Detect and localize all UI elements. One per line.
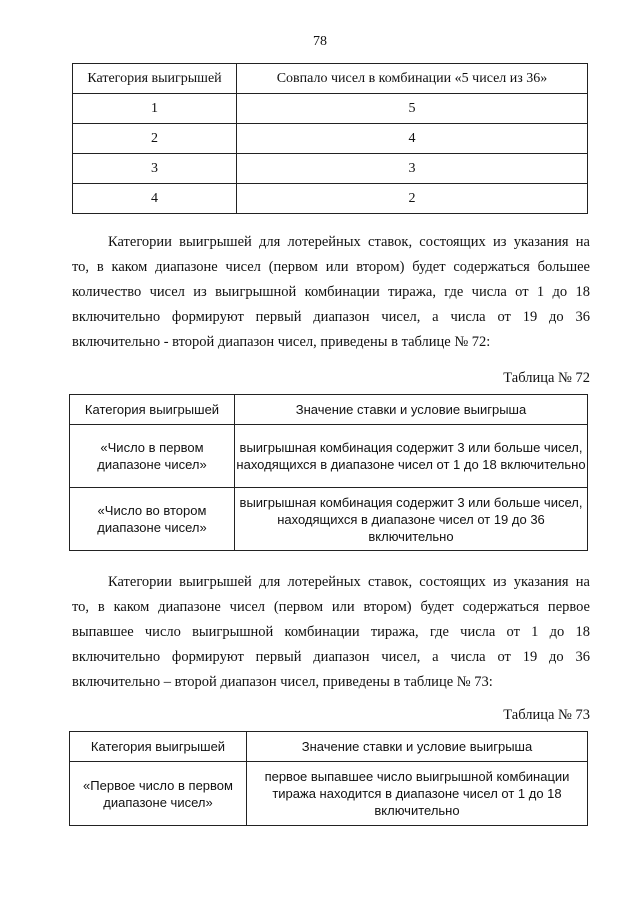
table-73-caption: Таблица № 73 [503,707,590,723]
paragraph-73-intro [72,570,590,695]
paragraph-line: количество чисел из выигрышной комбинации тиража, где числа от 1 до 18 [72,284,590,300]
table-cell: выигрышная комбинация содержит 3 или больше чисел, находящихся в диапазоне чисел от 1 до 18 включительно [235,425,588,488]
page-number: 78 [313,34,327,49]
table-header-cell: Значение ставки и условие выигрыша [247,732,588,762]
table-73 [69,731,588,826]
table-header-cell: Категория выигрышей [70,395,235,425]
paragraph-line: включительно - второй диапазон чисел, приведены в таблице № 72: [72,334,491,350]
table-cell: «Первое число в первом диапазоне чисел» [70,762,247,826]
table-row [70,488,588,551]
paragraph-line: выпавшее число выигрышной комбинации тиража, где числа от 1 до 18 [72,624,590,640]
table-cell: выигрышная комбинация содержит 3 или больше чисел, находящихся в диапазоне чисел от 19 до 36 включительно [235,488,588,551]
table-row [73,184,588,214]
table-row [73,124,588,154]
table-cell: 2 [237,184,588,214]
paragraph-line: Категории выигрышей для лотерейных ставок, состоящих из указания на [108,574,590,590]
table-cell: «Число во втором диапазоне чисел» [70,488,235,551]
table-cell: 5 [237,94,588,124]
table-header-row [73,64,588,94]
table-header-cell: Совпало чисел в комбинации «5 чисел из 36» [237,64,588,94]
table-cell: 3 [237,154,588,184]
table-cell: 4 [237,124,588,154]
table-cell: 3 [73,154,237,184]
table-cell: 1 [73,94,237,124]
table-72 [69,394,588,551]
table-cell: 2 [73,124,237,154]
table-row [73,94,588,124]
table-72-caption: Таблица № 72 [503,370,590,386]
paragraph-line: то, в каком диапазоне чисел (первом или втором) будет содержаться большее [72,259,590,275]
table-cell: первое выпавшее число выигрышной комбинации тиража находится в диапазоне чисел от 1 до 18 включительно [247,762,588,826]
paragraph-line: то, в каком диапазоне чисел (первом или втором) будет содержаться первое [72,599,590,615]
table-header-row [70,395,588,425]
table-header-cell: Категория выигрышей [70,732,247,762]
table-row [70,425,588,488]
paragraph-line: включительно формируют первый диапазон чисел, а числа от 19 до 36 [72,309,590,325]
table-71 [72,63,588,214]
table-cell: «Число в первом диапазоне чисел» [70,425,235,488]
paragraph-line: включительно формируют первый диапазон чисел, а числа от 19 до 36 [72,649,590,665]
table-header-cell: Значение ставки и условие выигрыша [235,395,588,425]
paragraph-72-intro [72,230,590,355]
table-cell: 4 [73,184,237,214]
paragraph-line: Категории выигрышей для лотерейных ставок, состоящих из указания на [108,234,590,250]
table-header-row [70,732,588,762]
table-row [73,154,588,184]
table-row [70,762,588,826]
table-header-cell: Категория выигрышей [73,64,237,94]
paragraph-line: включительно – второй диапазон чисел, приведены в таблице № 73: [72,674,493,690]
